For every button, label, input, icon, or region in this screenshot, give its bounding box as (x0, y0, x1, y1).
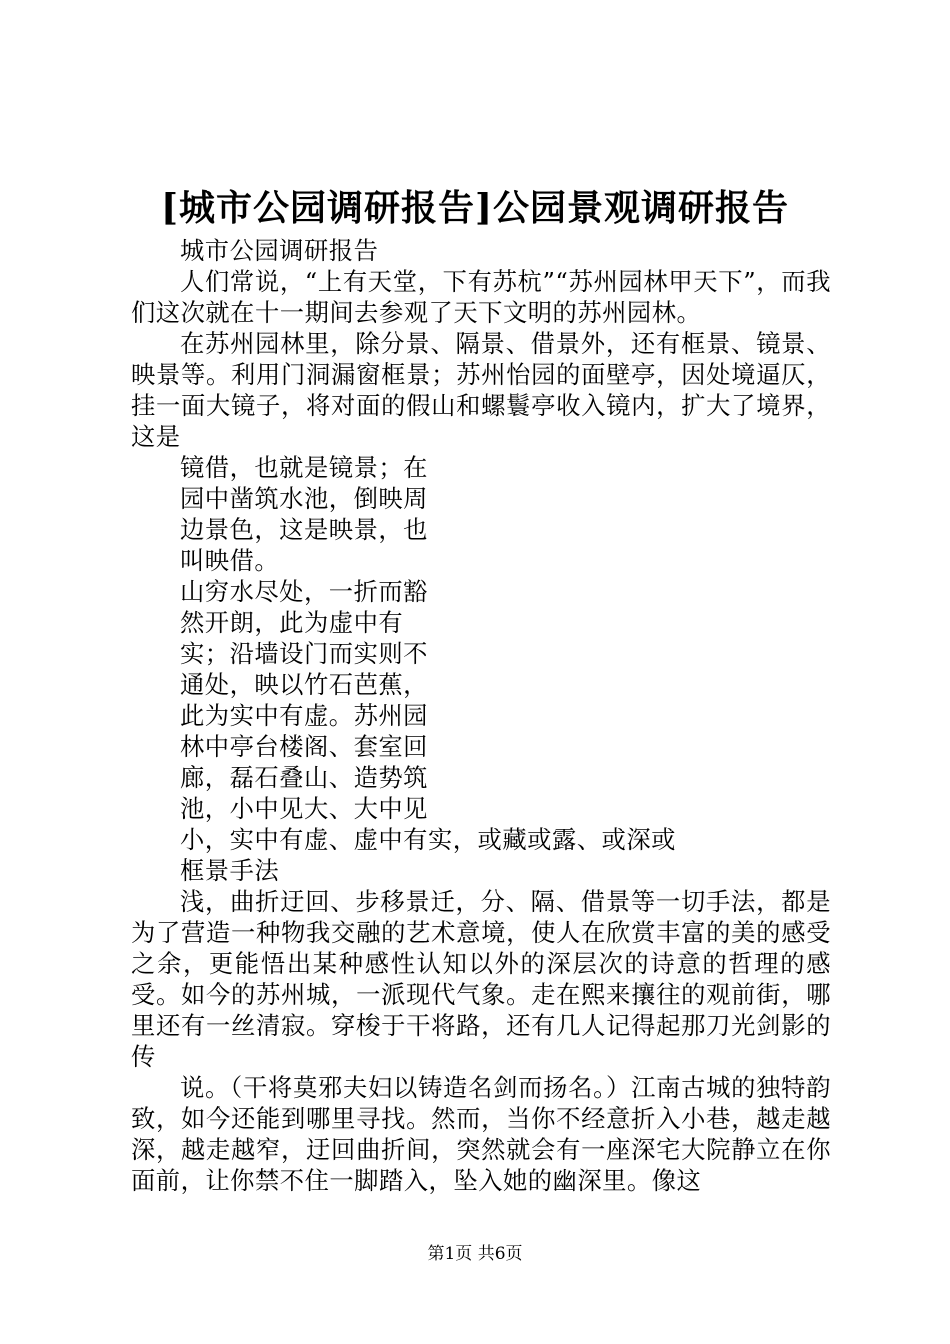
page-number: 第1页 共6页 (427, 1244, 523, 1264)
narrow-line: 镜借，也就是镜景；在 (180, 453, 428, 482)
paragraph-old-town: 说。（干将莫邪夫妇以铸造名剑而扬名。）江南古城的独特韵致，如今还能到哪里寻找。然而，当你不经意折入小巷，越走越深，越走越窄，迂回曲折间，突然就会有一座深宅大院静立在你面前，让你禁不住一脚踏入，坠入她的幽深里。像这 (131, 1073, 831, 1195)
narrow-line: 池，小中见大、大中见 (180, 794, 428, 823)
narrow-line: 实；沿墙设门而实则不 (180, 639, 428, 668)
document-subtitle: 城市公园调研报告 (180, 236, 379, 265)
narrow-line: 此为实中有虚。苏州园 (180, 701, 428, 730)
narrow-line: 叫映借。 (180, 546, 280, 575)
paragraph-suzhou-city: 浅，曲折迂回、步移景迁，分、隔、借景等一切手法，都是为了营造一种物我交融的艺术意境，使人在欣赏丰富的美的感受之余，更能悟出某种感性认知以外的深层次的诗意的哲理的感受。如今的苏州城，一派现代气象。走在熙来攘往的观前街，哪里还有一丝清寂。穿梭于干将路，还有几人记得起那刀光剑影的传 (131, 887, 831, 1071)
narrow-line: 廊，磊石叠山、造势筑 (180, 763, 428, 792)
narrow-line: 园中凿筑水池，倒映周 (180, 484, 428, 513)
paragraph-scenery-techniques: 在苏州园林里，除分景、隔景、借景外，还有框景、镜景、映景等。利用门洞漏窗框景；苏州怡园的面壁亭，因处境逼仄，挂一面大镜子，将对面的假山和螺鬟亭收入镜内，扩大了境界，这是 (131, 329, 831, 451)
paragraph-intro: 人们常说，“上有天堂，下有苏杭”“苏州园林甲天下”，而我们这次就在十一期间去参观了天下文明的苏州园林。 (131, 267, 831, 327)
narrow-line: 通处，映以竹石芭蕉， (180, 670, 428, 699)
narrow-line: 林中亭台楼阁、套室回 (180, 732, 428, 761)
figure-caption: 框景手法 (180, 856, 280, 885)
narrow-line: 小，实中有虚、虚中有实，或藏或露、或深或 (180, 825, 676, 854)
document-title: [城市公园调研报告]公园景观调研报告 (160, 187, 790, 229)
narrow-line: 边景色，这是映景，也 (180, 515, 428, 544)
narrow-line: 山穷水尽处，一折而豁 (180, 577, 428, 606)
narrow-line: 然开朗，此为虚中有 (180, 608, 404, 637)
